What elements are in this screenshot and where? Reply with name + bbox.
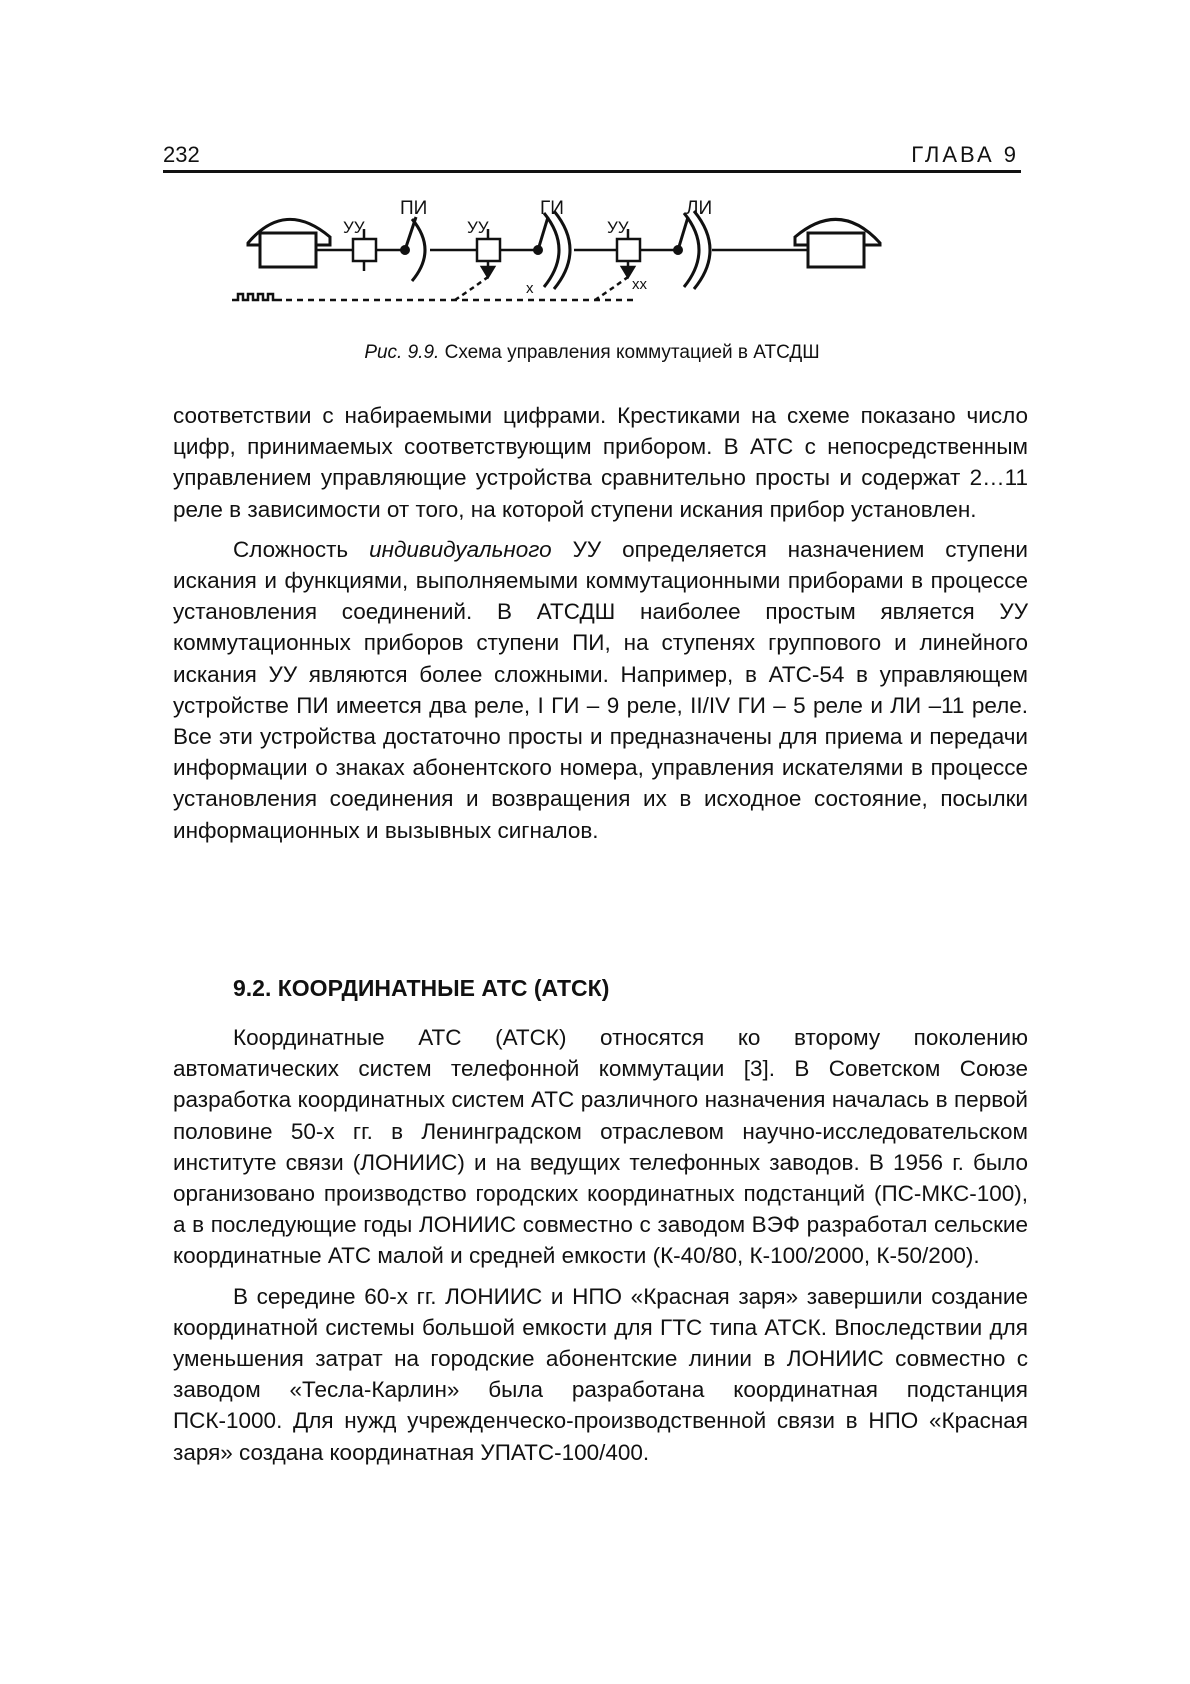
page-number: 232 <box>163 142 200 167</box>
paragraph-2-start: Сложность <box>233 536 370 562</box>
left-telephone-icon <box>248 219 330 267</box>
label-uu-1: УУ <box>343 218 365 237</box>
pulse-signal <box>232 294 635 300</box>
label-li: ЛИ <box>686 198 713 219</box>
control-links <box>455 261 634 300</box>
switch-contact-li <box>675 211 711 289</box>
figure-caption <box>163 342 1021 364</box>
switch-contact-pi <box>402 217 426 281</box>
switch-contact-gi <box>535 211 571 289</box>
label-uu-3: УУ <box>607 218 629 237</box>
control-unit-3 <box>617 239 640 261</box>
label-gi: ГИ <box>540 198 564 219</box>
paragraph-2 <box>173 534 1028 846</box>
section-heading: 9.2. КООРДИНАТНЫЕ АТС (АТСК) <box>233 975 610 1001</box>
body-text-lower <box>173 1022 1028 1468</box>
label-x: x <box>526 280 534 297</box>
paragraph-4: В середине 60-х гг. ЛОНИИС и НПО «Красная заря» завершили создание координатной системы большой емкости для ГТС типа АТСК. Впоследствии для уменьшения затрат на городские абонентские линии в ЛОНИИС совместно с заводом «Тесла-Карлин» была разработана координатная подстанция ПСК-1000. Для нужд учрежденческо-производственной связи в НПО «Красная заря» создана координатная УПАТС-100/400. <box>173 1283 1028 1465</box>
page-header <box>163 140 1021 173</box>
paragraph-3: Координатные АТС (АТСК) относятся ко второму поколению автоматических систем телефонной коммутации [3]. В Советском Союзе разработка координатных систем АТС различного назначения началась в первой половине 50-х гг. в Ленинградском отраслевом научно-исследовательском институте связи (ЛОНИИС) и на ведущих телефонных заводов. В 1956 г. было организовано производство городских координатных подстанций (ПС-МКС-100), а в последующие годы ЛОНИИС совместно с заводом ВЭФ разработал сельские координатные АТС малой и средней емкости (К-40/80, К-100/2000, К-50/200). <box>173 1025 1028 1269</box>
label-xx: xx <box>632 276 647 293</box>
chapter-title: ГЛАВА 9 <box>911 142 1019 167</box>
right-telephone-icon <box>795 219 880 267</box>
body-text-upper <box>173 400 1028 846</box>
label-uu-2: УУ <box>467 218 489 237</box>
control-unit-1 <box>353 239 376 261</box>
paragraph-2-rest: УУ определяется назначением ступени искания и функциями, выполняемыми коммутационными приборами в процессе установления соединений. В АТСДШ наиболее простым является УУ коммутационных приборов ступени ПИ, на ступенях группового и линейного искания УУ являются более сложными. Например, в АТС-54 в управляющем устройстве ПИ имеется два реле, I ГИ – 9 реле, II/IV ГИ – 5 реле и ЛИ –11 реле. Все эти устройства достаточно просты и предназначены для приема и передачи информации о знаках абонентского номера, управления искателями в процессе установления соединения и возвращения их в исходное состояние, посылки информационных и вызывных сигналов. <box>173 536 1028 843</box>
control-unit-2 <box>477 239 500 261</box>
label-pi: ПИ <box>400 198 428 219</box>
caption-text: Схема управления коммутацией в АТСДШ <box>444 342 820 363</box>
paragraph-2-emphasis: индивидуального <box>369 536 552 562</box>
paragraph-1: соответствии с набираемыми цифрами. Крестиками на схеме показано число цифр, принимаемых соответствующим прибором. В АТС с непосредственным управлением управляющие устройства сравнительно просты и содержат 2…11 реле в зависимости от того, на которой ступени искания прибор установлен. <box>173 403 1028 522</box>
caption-label: Рис. 9.9. <box>364 342 440 363</box>
